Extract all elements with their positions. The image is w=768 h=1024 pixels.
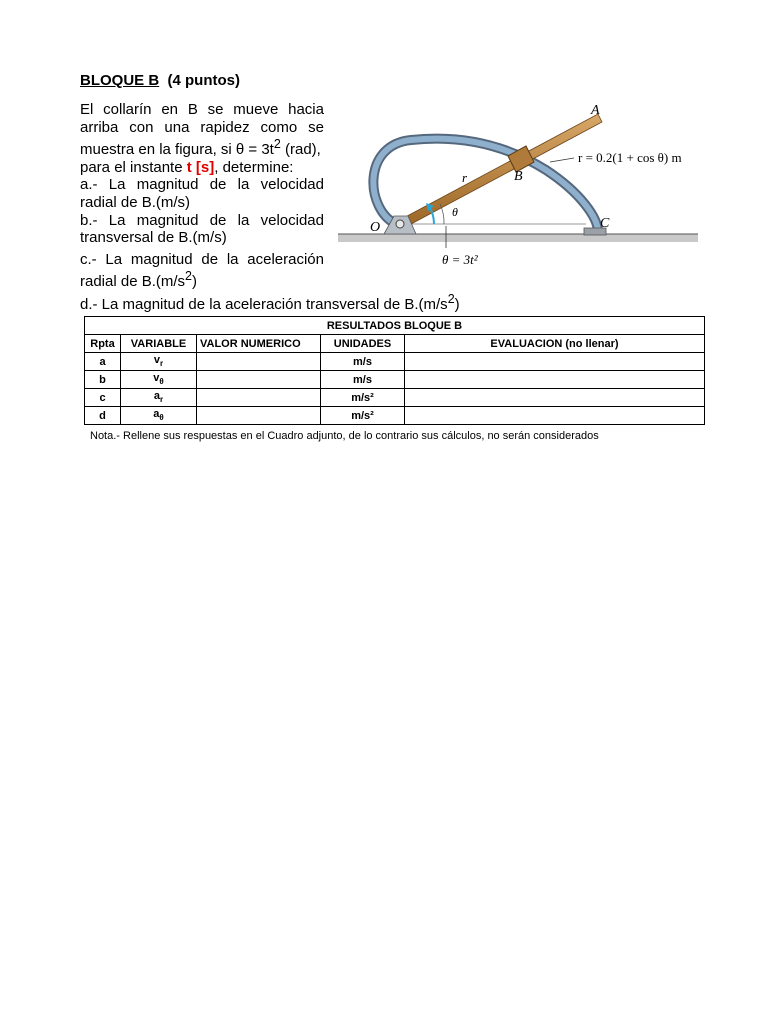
question-b-line-2: transversal de B.(m/s) [80,229,227,247]
heading-title: BLOQUE B [80,72,160,89]
variable-subscript: θ [159,377,164,387]
table-title-row [85,317,705,335]
equation-theta: θ = 3t² [442,252,478,267]
mechanism-diagram [336,100,706,270]
cell-unidades: m/s² [321,407,405,425]
results-table [84,316,705,425]
cell-unidades: m/s [321,371,405,389]
cell-valor-numerico[interactable] [197,407,321,425]
line3-text: muestra en la figura, si θ = 3t [80,141,274,159]
ground [338,234,698,242]
question-c-line-2 [80,268,324,291]
section-heading [80,72,240,89]
cell-evaluacion [405,353,705,371]
header-rpta: Rpta [85,335,121,353]
problem-line-4 [80,159,324,177]
label-b: B [514,169,523,184]
label-o: O [370,220,381,235]
footnote: Nota.- Rellene sus respuestas en el Cuadro adjunto, de lo contrario sus cálculos, no serán considerados [90,430,599,442]
variable-subscript: θ [159,413,164,423]
line4-text: para el instante [80,158,187,176]
pin-o [396,220,404,228]
question-d [80,291,460,314]
heading-points: (4 puntos) [167,72,241,89]
table-row [85,389,705,407]
question-b-line-1: b.- La magnitud de la velocidad [80,211,324,229]
question-a-line-2: radial de B.(m/s) [80,193,191,211]
cell-rpta: a [85,353,121,371]
variable-subscript: r [160,359,164,369]
mechanism-figure [336,100,706,270]
header-unidades: UNIDADES [321,335,405,353]
line4-suffix: , determine: [214,158,294,176]
d-suffix: ) [454,295,460,313]
question-c-line-1: c.- La magnitud de la aceleración [80,250,324,268]
cell-evaluacion [405,407,705,425]
cell-rpta: c [85,389,121,407]
variable-subscript: r [160,395,164,405]
problem-line-3 [80,136,324,159]
line3-exponent: 2 [273,137,281,152]
problem-line-2: arriba con una rapidez como se [80,118,324,136]
problem-line-1: El collarín en B se mueve hacia [80,101,324,118]
header-evaluacion: EVALUACION (no llenar) [405,335,705,353]
cell-rpta: d [85,407,121,425]
label-a: A [591,103,600,118]
cell-variable [121,353,197,371]
c-line2-text: radial de B.(m/s [80,273,186,291]
d-text: d.- La magnitud de la aceleración transversal de B.(m/s [80,295,448,313]
table-header-row [85,335,705,353]
cell-unidades: m/s² [321,389,405,407]
c-line2-suffix: ) [192,273,197,291]
label-c: C [600,216,610,231]
cell-unidades: m/s [321,353,405,371]
c-line2-exponent: 2 [185,269,192,284]
variable-symbol: a [153,390,160,403]
cell-evaluacion [405,389,705,407]
cell-valor-numerico[interactable] [197,353,321,371]
table-row [85,371,705,389]
table-row [85,353,705,371]
table-title: RESULTADOS BLOQUE B [85,317,705,335]
header-valor-numerico: VALOR NUMERICO [197,335,321,353]
r-leader [550,158,574,162]
cell-variable [121,371,197,389]
cell-evaluacion [405,371,705,389]
rod-oa [396,114,602,230]
header-variable: VARIABLE [121,335,197,353]
question-a-line-1: a.- La magnitud de la velocidad [80,176,324,194]
variable-symbol: v [153,372,160,385]
label-theta: θ [452,205,458,219]
time-variable-highlight: t [s] [186,158,215,176]
cell-valor-numerico[interactable] [197,389,321,407]
equation-r: r = 0.2(1 + cos θ) m [578,150,682,165]
table-row [85,407,705,425]
cell-rpta: b [85,371,121,389]
cell-variable [121,407,197,425]
variable-symbol: v [153,354,160,367]
cell-valor-numerico[interactable] [197,371,321,389]
label-r: r [462,170,468,185]
line3-suffix: (rad), [280,141,321,159]
cell-variable [121,389,197,407]
variable-symbol: a [153,408,160,421]
results-table-container [84,316,705,425]
d-exponent: 2 [447,291,455,306]
